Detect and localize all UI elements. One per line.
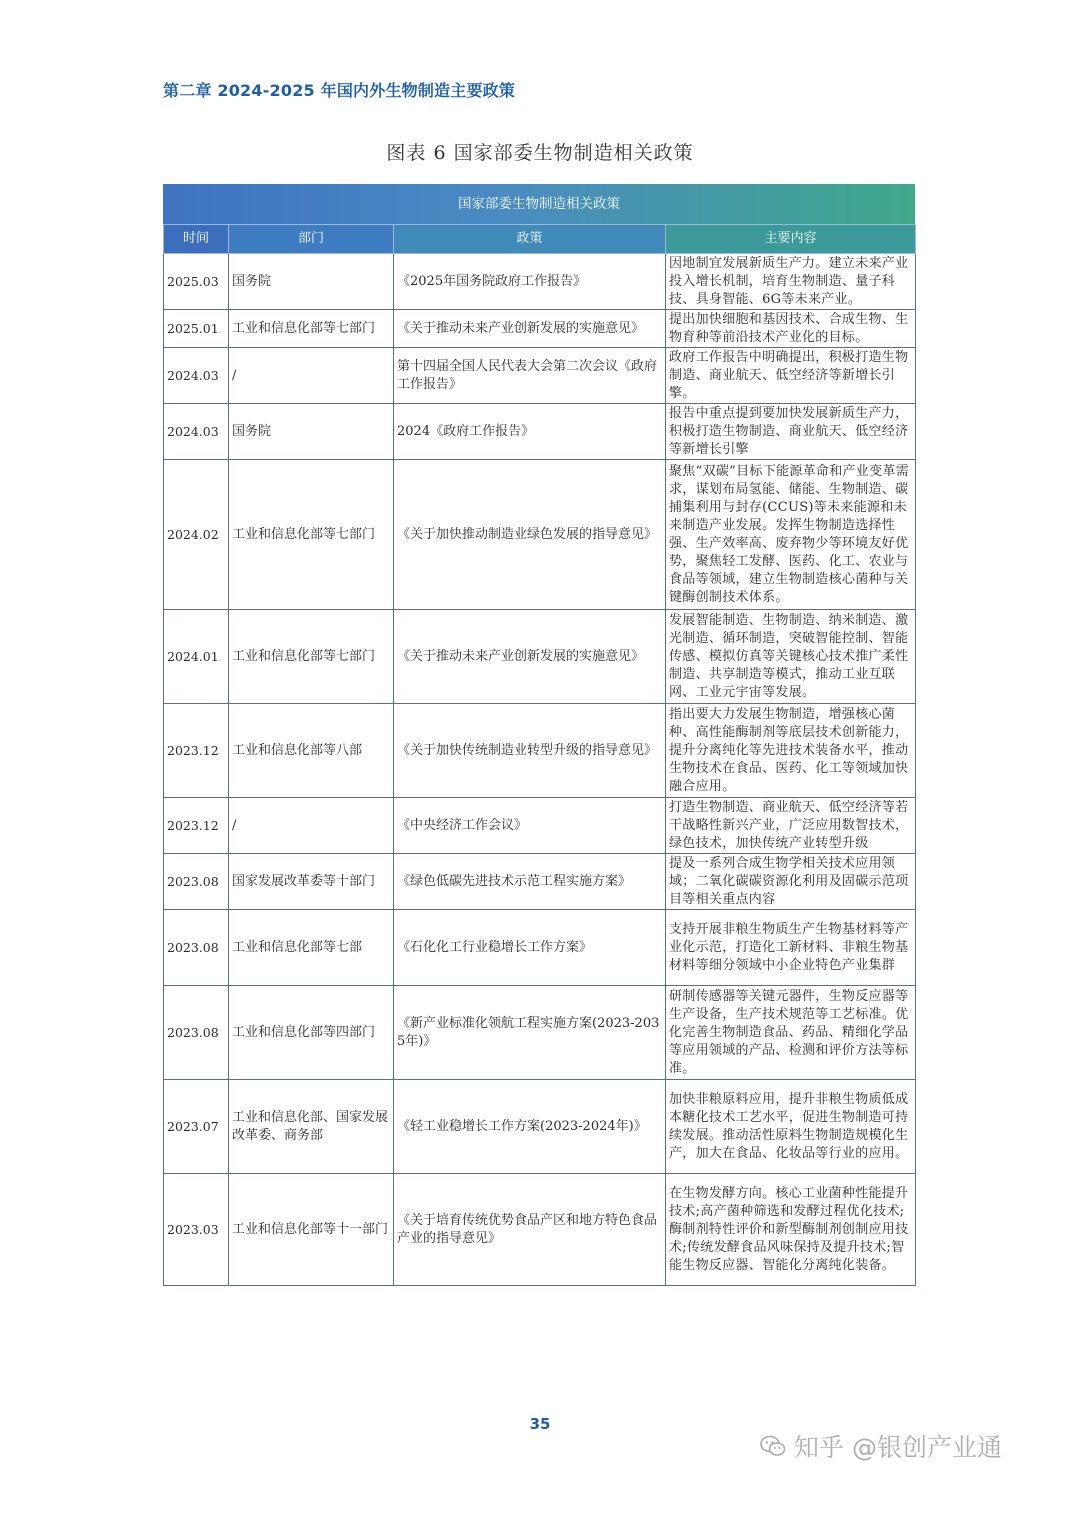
row-policy: 《关于加快传统制造业转型升级的指导意见》 [394,704,666,798]
header-content: 主要内容 [666,225,916,254]
row-time: 2024.03 [164,404,229,460]
row-policy: 《新产业标准化领航工程实施方案(2023-2035年)》 [394,986,666,1080]
row-time: 2023.08 [164,986,229,1080]
chapter-heading: 第二章 2024-2025 年国内外生物制造主要政策 [163,81,516,100]
wechat-icon [760,1435,786,1457]
row-content: 支持开展非粮生物质生产生物基材料等产业化示范，打造化工新材料、非粮生物基材料等细分领域中小企业特色产业集群 [666,910,916,986]
figure-title: 图表 6 国家部委生物制造相关政策 [386,142,694,164]
row-department: 工业和信息化部等八部 [229,704,394,798]
header-policy: 政策 [394,225,666,254]
row-time: 2023.03 [164,1174,229,1286]
row-content: 指出要大力发展生物制造，增强核心菌种、高性能酶制剂等底层技术创新能力，提升分离纯化等先进技术装备水平，推动生物技术在食品、医药、化工等领域加快融合应用。 [666,704,916,798]
row-policy: 《关于推动未来产业创新发展的实施意见》 [394,310,666,348]
row-time: 2023.12 [164,798,229,854]
table-row [164,1080,916,1174]
row-content: 发展智能制造、生物制造、纳米制造、激光制造、循环制造，突破智能控制、智能传感、模拟仿真等关键核心技术推广柔性制造、共享制造等模式，推动工业互联网、工业元宇宙等发展。 [666,610,916,704]
row-content: 政府工作报告中明确提出，积极打造生物制造、商业航天、低空经济等新增长引擎。 [666,348,916,404]
page-number: 35 [529,1415,551,1433]
row-time: 2023.08 [164,910,229,986]
table-row [164,854,916,910]
row-policy: 《轻工业稳增长工作方案(2023-2024年)》 [394,1080,666,1174]
table-header-row [164,225,916,254]
row-time: 2024.01 [164,610,229,704]
table-row [164,460,916,610]
row-content: 聚焦“双碳”目标下能源革命和产业变革需求，谋划布局氢能、储能、生物制造、碳捕集利用与封存(CCUS)等未来能源和未来制造产业发展。发挥生物制造选择性强、生产效率高、废弃物少等环境友好优势，聚焦轻工发酵、医药、化工、农业与食品等领域，建立生物制造核心菌种与关键酶创制技术体系。 [666,460,916,610]
row-department: / [229,348,394,404]
table-row [164,404,916,460]
row-policy: 第十四届全国人民代表大会第二次会议《政府工作报告》 [394,348,666,404]
watermark-text: 知乎 @银创产业通 [794,1433,1002,1462]
row-policy: 《石化化工行业稳增长工作方案》 [394,910,666,986]
row-department: 国务院 [229,404,394,460]
table-row [164,910,916,986]
row-policy: 《中央经济工作会议》 [394,798,666,854]
row-time: 2024.03 [164,348,229,404]
row-content: 打造生物制造、商业航天、低空经济等若干战略性新兴产业，广泛应用数智技术，绿色技术，加快传统产业转型升级 [666,798,916,854]
row-time: 2025.03 [164,254,229,310]
table-row [164,610,916,704]
row-content: 研制传感器等关键元器件，生物反应器等生产设备，生产技术规范等工艺标准。优化完善生物制造食品、药品、精细化学品等应用领域的产品、检测和评价方法等标准。 [666,986,916,1080]
row-department: / [229,798,394,854]
row-content: 加快非粮原料应用，提升非粮生物质低成本糖化技术工艺水平，促进生物制造可持续发展。推动活性原料生物制造规模化生产，加大在食品、化妆品等行业的应用。 [666,1080,916,1174]
row-department: 工业和信息化部等七部 [229,910,394,986]
row-content: 因地制宜发展新质生产力。建立未来产业投入增长机制，培育生物制造、量子科技、具身智能、6G等未来产业。 [666,254,916,310]
table-row [164,798,916,854]
row-department: 工业和信息化部等七部门 [229,310,394,348]
table-row [164,310,916,348]
row-department: 工业和信息化部等四部门 [229,986,394,1080]
policy-table [163,224,916,1286]
header-time: 时间 [164,225,229,254]
row-department: 国务院 [229,254,394,310]
row-time: 2023.12 [164,704,229,798]
row-department: 工业和信息化部、国家发展改革委、商务部 [229,1080,394,1174]
row-time: 2025.01 [164,310,229,348]
row-content: 在生物发酵方向。核心工业菌种性能提升技术;高产菌种筛选和发酵过程优化技术;酶制剂特性评价和新型酶制剂创制应用技术;传统发酵食品风味保持及提升技术;智能生物反应器、智能化分离纯化装备。 [666,1174,916,1286]
table-row [164,254,916,310]
row-department: 工业和信息化部等十一部门 [229,1174,394,1286]
row-content: 报告中重点提到要加快发展新质生产力，积极打造生物制造、商业航天、低空经济等新增长引擎 [666,404,916,460]
row-department: 工业和信息化部等七部门 [229,610,394,704]
policy-table-container [163,184,915,1286]
row-department: 工业和信息化部等七部门 [229,460,394,610]
row-policy: 2024《政府工作报告》 [394,404,666,460]
table-row [164,986,916,1080]
row-policy: 《绿色低碳先进技术示范工程实施方案》 [394,854,666,910]
header-department: 部门 [229,225,394,254]
table-row [164,1174,916,1286]
row-policy: 《关于推动未来产业创新发展的实施意见》 [394,610,666,704]
row-content: 提出加快细胞和基因技术、合成生物、生物育种等前沿技术产业化的目标。 [666,310,916,348]
row-time: 2024.02 [164,460,229,610]
row-policy: 《关于培育传统优势食品产区和地方特色食品产业的指导意见》 [394,1174,666,1286]
row-time: 2023.07 [164,1080,229,1174]
row-content: 提及一系列合成生物学相关技术应用领域；二氧化碳碳资源化利用及固碳示范项目等相关重点内容 [666,854,916,910]
watermark [760,1428,1002,1464]
row-policy: 《2025年国务院政府工作报告》 [394,254,666,310]
table-row [164,348,916,404]
table-row [164,704,916,798]
row-time: 2023.08 [164,854,229,910]
row-policy: 《关于加快推动制造业绿色发展的指导意见》 [394,460,666,610]
table-banner: 国家部委生物制造相关政策 [163,184,915,224]
row-department: 国家发展改革委等十部门 [229,854,394,910]
